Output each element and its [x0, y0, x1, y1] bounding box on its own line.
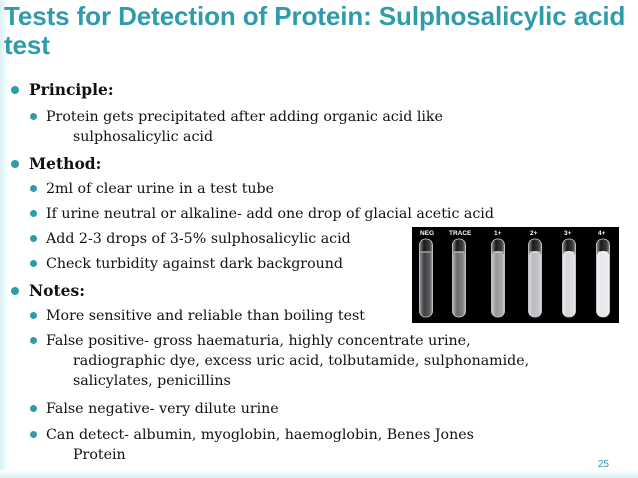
list-item-text: More sensitive and reliable than boiling test — [46, 308, 365, 324]
list-item-text: False positive- gross haematuria, highly concentrate urine, — [46, 333, 471, 349]
bullet-icon — [11, 287, 19, 295]
tube-label-3plus: 3+ — [564, 230, 572, 237]
list-item — [30, 333, 471, 349]
list-item-continuation: radiographic dye, excess uric acid, tolbutamide, sulphonamide, — [73, 353, 530, 369]
bullet-icon — [11, 86, 19, 94]
bullet-icon — [30, 431, 37, 438]
section-heading-method — [11, 154, 101, 173]
test-tube — [563, 239, 576, 317]
list-item — [30, 206, 494, 222]
section-heading-principle — [11, 80, 114, 99]
list-item — [30, 427, 474, 443]
bullet-icon — [30, 185, 37, 192]
list-item — [30, 256, 343, 272]
list-item-text: If urine neutral or alkaline- add one drop of glacial acetic acid — [46, 206, 494, 222]
test-tube — [597, 239, 610, 317]
bullet-icon — [30, 312, 37, 319]
list-item — [30, 401, 279, 417]
list-item-text: Protein gets precipitated after adding organic acid like — [46, 109, 443, 125]
list-item-continuation: Protein — [73, 447, 126, 463]
list-item — [30, 231, 351, 247]
list-item-text: Check turbidity against dark background — [46, 256, 343, 272]
tube-label-trace: TRACE — [449, 230, 472, 237]
list-item-text: False negative- very dilute urine — [46, 401, 279, 417]
test-tube — [420, 239, 433, 317]
section-heading-label: Method: — [29, 154, 102, 173]
test-tube — [453, 239, 466, 317]
bullet-icon — [30, 405, 37, 412]
test-tube — [529, 239, 542, 317]
section-heading-label: Principle: — [29, 80, 114, 99]
bullet-icon — [30, 337, 37, 344]
list-item — [30, 109, 443, 125]
list-item — [30, 308, 365, 324]
bullet-icon — [30, 235, 37, 242]
list-item-text: 2ml of clear urine in a test tube — [46, 181, 275, 197]
tube-label-2plus: 2+ — [530, 230, 538, 237]
tube-label-neg: NEG — [420, 230, 435, 237]
section-heading-label: Notes: — [29, 281, 85, 300]
tube-label-4plus: 4+ — [598, 230, 606, 237]
bullet-icon — [30, 113, 37, 120]
bullet-icon — [30, 260, 37, 267]
bullet-icon — [11, 160, 19, 168]
section-heading-notes — [11, 281, 85, 300]
list-item — [30, 181, 274, 197]
bullet-icon — [30, 210, 37, 217]
test-tube-photo — [412, 227, 619, 323]
list-item-text: Can detect- albumin, myoglobin, haemoglobin, Benes Jones — [46, 427, 474, 443]
page-number: 25 — [597, 459, 609, 470]
tube-label-1plus: 1+ — [494, 230, 502, 237]
list-item-continuation: sulphosalicylic acid — [73, 129, 214, 145]
list-item-continuation: salicylates, penicillins — [73, 373, 231, 389]
test-tube — [492, 239, 505, 317]
test-tubes-image — [412, 227, 619, 323]
list-item-text: Add 2-3 drops of 3-5% sulphosalicylic acid — [46, 231, 351, 247]
slide-title: Tests for Detection of Protein: Sulphosalicylic acid test — [4, 1, 626, 60]
